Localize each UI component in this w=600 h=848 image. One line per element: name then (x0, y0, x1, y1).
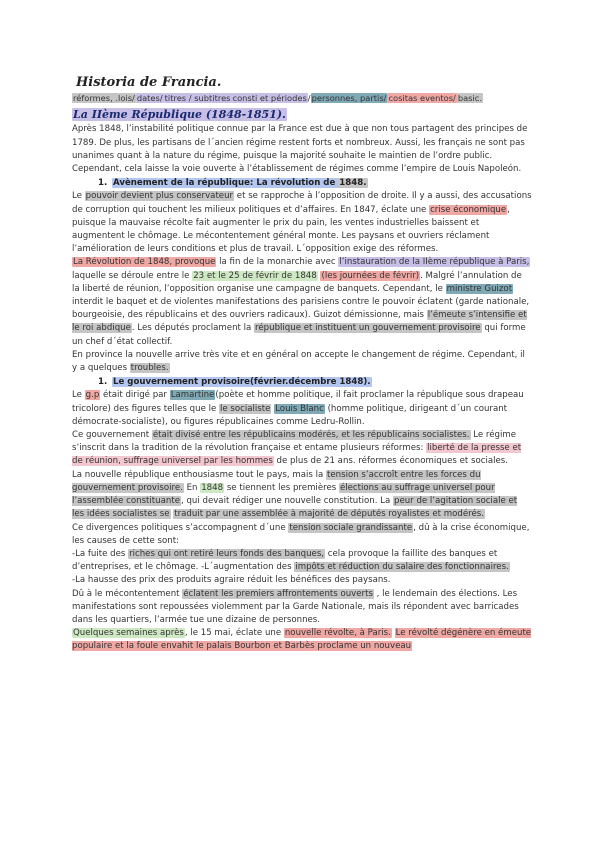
body-paragraph: Quelques semaines après, le 15 mai, éclate une nouvelle révolte, à Paris. Le révolté dégénère en émeute populaire et la foule envahit le palais Bourbon et Barbès proclame un nouveau (72, 628, 532, 652)
body-paragraph: La Révolution de 1848, provoque la fin de la monarchie avec l’instauration de la IIème république à Paris, laquelle se déroule entre le 23 et le 25 de févrir de 1848 (les journées de févrir). Malgré l’annulation de la liberté de réunion, l’opposition organise une campagne de banquets. Cependant, le ministre Guizot interdit le baquet et de violentes manifestations des parisiens contre le pouvoir éclatent (garde nationale, bourgeoisie, des républicains et des ouvriers radicaux). Guizot démissionne, mais l’émeute s’intensifie et le roi abdique. Les députés proclament la république et instituent un gouvernement provisoire qui forme un chef d´état collectif. (72, 257, 530, 347)
body-paragraph: Le pouvoir devient plus conservateur et se rapproche à l’opposition de droite. Il y a aussi, des accusations de corruption qui touchent les milieux politiques et d’affaires. En 1847, éclate une crise économique, puisque la mauvaise récolte fait augmenter le prix du pain, les ventes industrielles baissent et augmentent le chômage. Le mécontentement général monte. Les paysans et ouvriers réclament l’amélioration de leurs conditions et plus de travail. L´opposition exige des réformes. (72, 191, 532, 255)
legend-item: / (307, 93, 311, 103)
body-paragraph: -La fuite des riches qui ont retiré leurs fonds des banques, cela provoque la faillite des banques et d’entreprises, et le chômage. -L´augmentation des impôts et réduction du salaire des fonctionnaires. (72, 548, 509, 573)
section-heading: 1. Le gouvernement provisoire(février.décembre 1848). (98, 377, 371, 388)
body-paragraph: -La hausse des prix des produits agraire réduit les bénéfices des paysans. (72, 575, 391, 586)
legend-item: basic. (457, 93, 483, 103)
section-heading: 1. Avènement de la république: La révolution de 1848. (98, 178, 367, 189)
legend-item: personnes, partis/ (311, 93, 387, 103)
document-page (72, 74, 532, 654)
body-paragraph: Ce gouvernement était divisé entre les républicains modérés, et les républicains socialistes. Le régime s’inscrit dans la tradition de la révolution française et entame plusieurs réformes: liberté de la presse et de réunion, suffrage universel par les hommes de plus de 21 ans. réformes économiques et sociales. (72, 430, 522, 467)
color-legend (72, 92, 532, 105)
legend-item: consti et périodes (232, 93, 307, 103)
body-paragraph: Ce divergences politiques s’accompagnent d´une tension sociale grandissante, dû à la crise économique, les causes de cette sont: (72, 522, 530, 546)
document-title: Historia de Francia. (76, 75, 222, 90)
legend-item: dates/ (136, 93, 163, 103)
intro-paragraph: Après 1848, l’instabilité politique connue par la France est due à que non tous partagent des principes de 1789. De plus, les partisans de l´ancien régime restent forts et nombreux. Aussi, les français ne sont pas unanimes quant à la nature du régime, puisque la majorité souhaite le maintien de l’ordre public. Cependant, cela laisse la voie ouverte à l’établissement de régimes comme l’empire de Louis Napoleón. (72, 124, 528, 175)
body-paragraph: Dû à le mécontentement éclatent les premiers affrontements ouverts , le lendemain des élections. Les manifestations sont repoussées violemment par la Garde Nationale, mais ils répondent avec barricades dans les quartiers, l’armée tue une dizaine de personnes. (72, 588, 519, 625)
section-subtitle: La IIème République (1848-1851). (73, 108, 286, 122)
legend-item: titres / subtitres (164, 93, 231, 103)
body-paragraph: En province la nouvelle arrive très vite et en général on accepte le changement de régime. Cependant, il y a quelques troubles. (72, 349, 525, 374)
subtitle-line (72, 107, 532, 123)
legend-item: réformes, .lois/ (73, 93, 135, 103)
body-paragraph: Le g.p était dirigé par Lamartine(poète et homme politique, il fait proclamer la république sous drapeau tricolore) des figures telles que le le socialiste Louis Blanc (homme politique, dirigeant d´un courant démocrate-socialiste), ou figures républicaines comme Ledru-Rollin. (72, 390, 524, 427)
body-paragraph: La nouvelle république enthousiasme tout le pays, mais la tension s’accroît entre les forces du gouvernement provisoire. En 1848 se tiennent les premières élections au suffrage universel pour l’assemblée constituante, qui devait rédiger une nouvelle constitution. La peur de l’agitation sociale et les idées socialistes se traduit par une assemblée à majorité de députés royalistes et modérés. (72, 469, 518, 520)
legend-item: cositas eventos/ (388, 93, 456, 103)
